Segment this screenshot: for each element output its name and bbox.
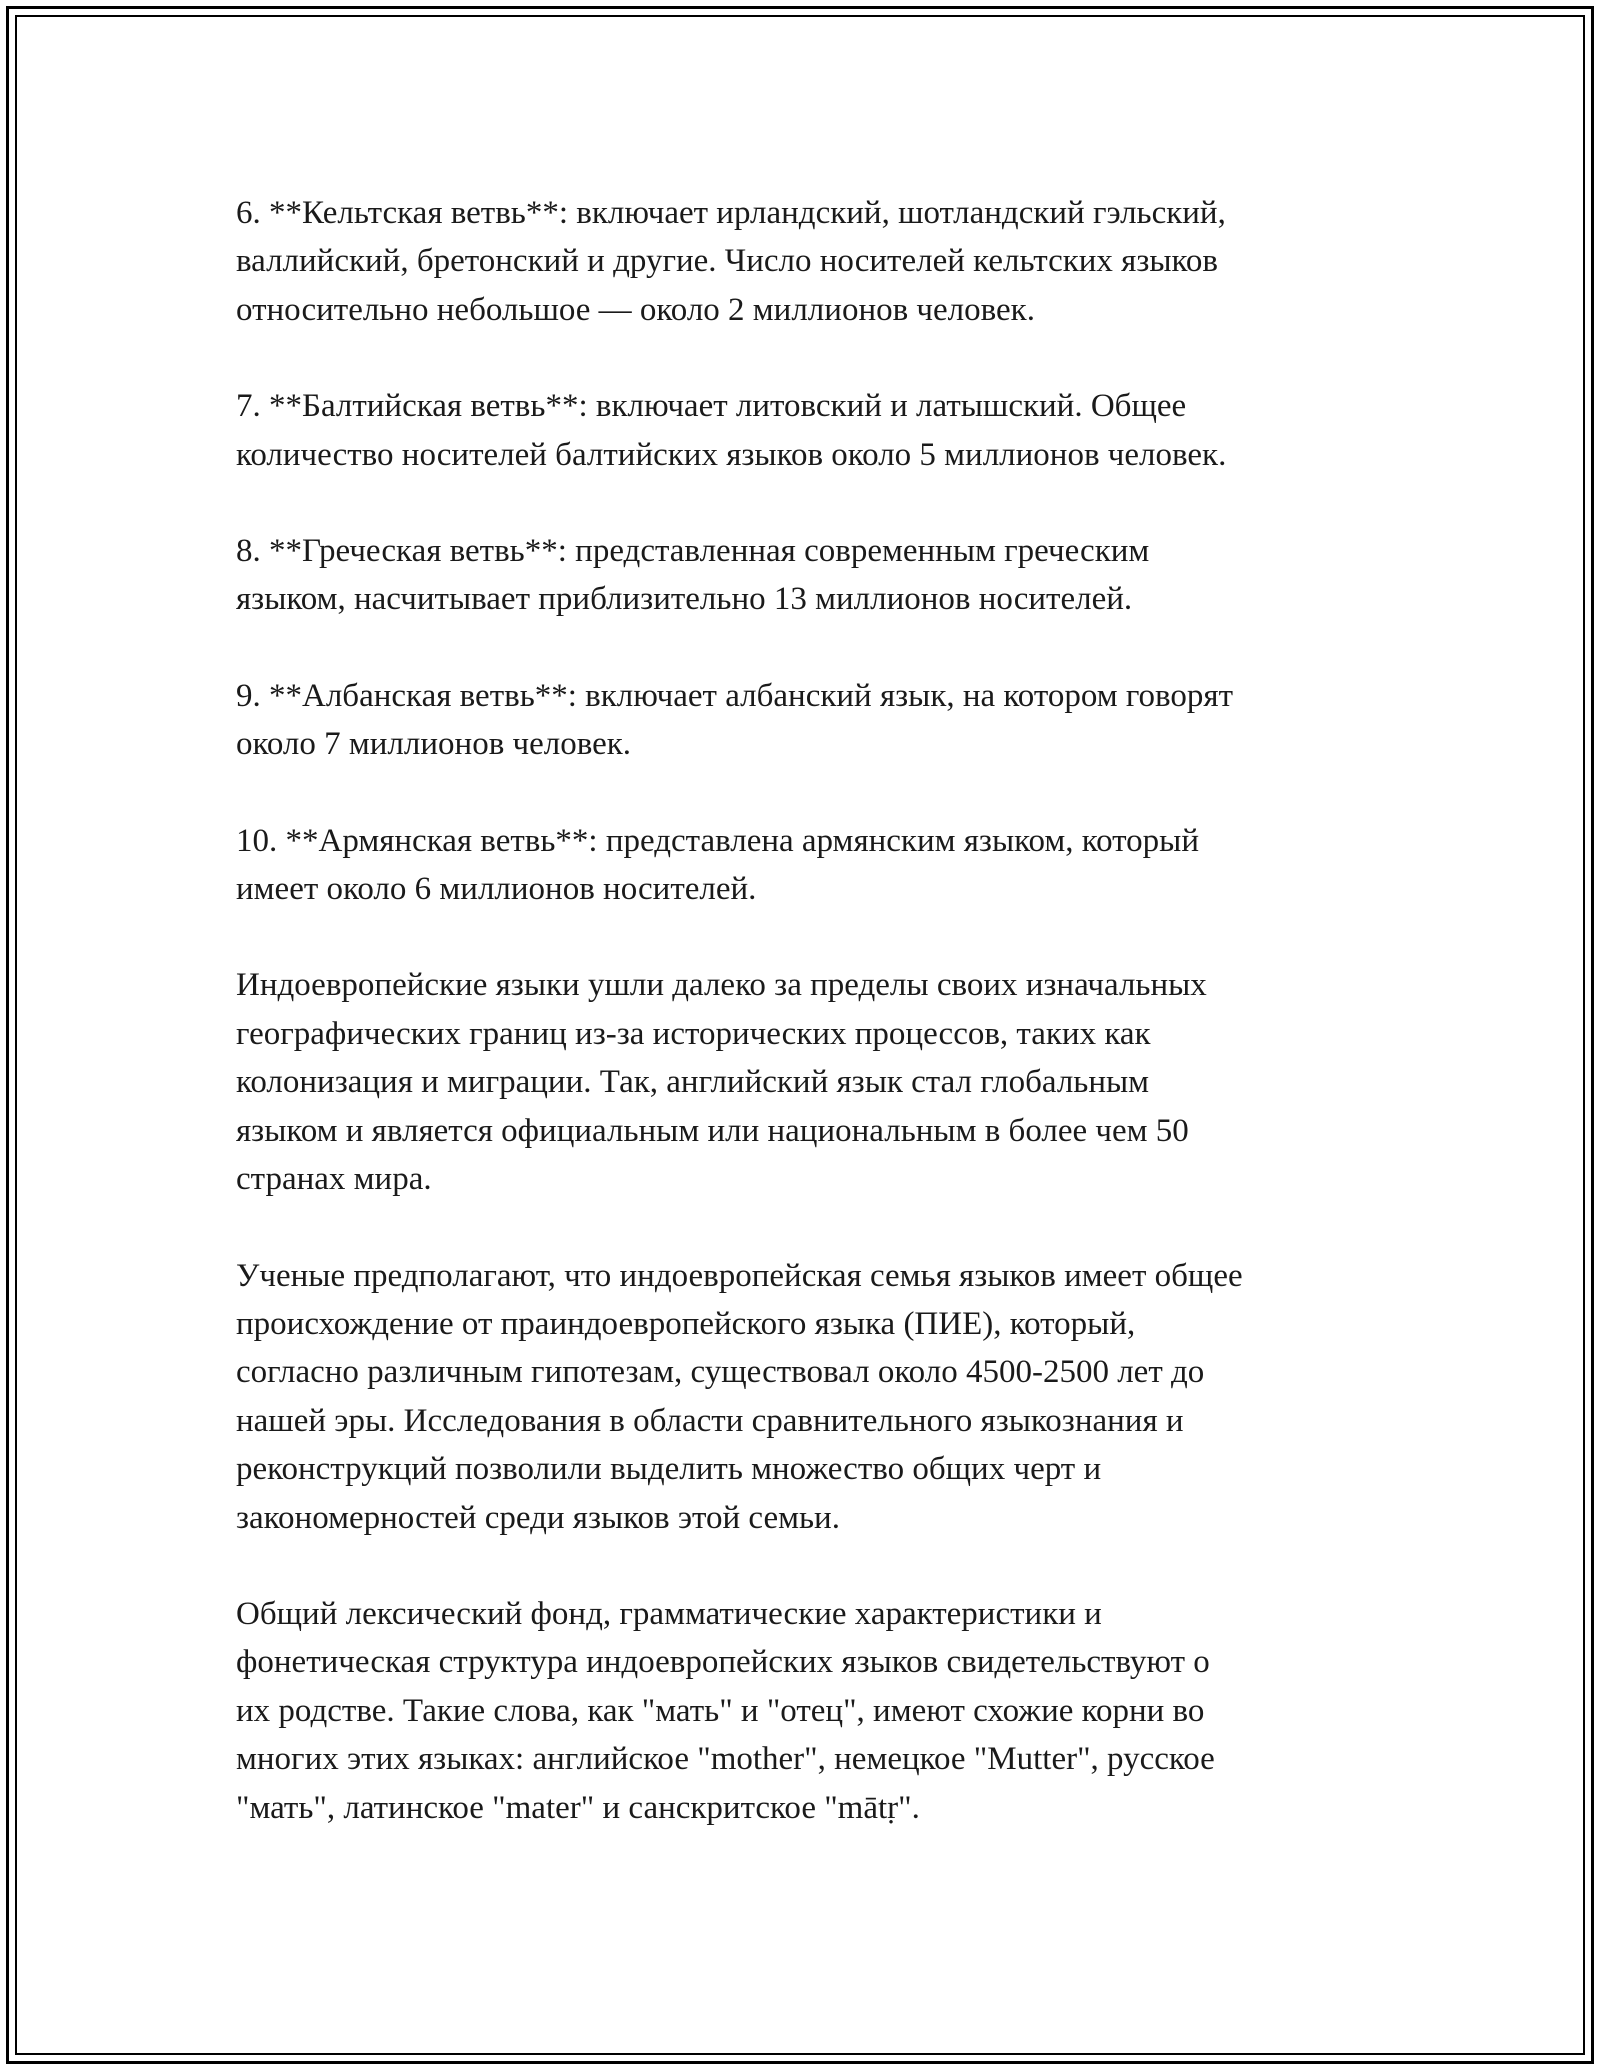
- paragraph-common-lexicon: Общий лексический фонд, грамматические характеристики и фонетическая структура индоевропейских языков свидетельствуют о их родстве. Такие слова, как "мать" и "отец", имеют схожие корни во многих этих языках: английское "mother", немецкое "Mutter", русское "мать", латинское "mater" и санскритское "mātṛ".: [236, 1595, 1215, 1826]
- paragraph-baltic-branch: 7. **Балтийская ветвь**: включает литовский и латышский. Общее количество носителей балтийских языков около 5 миллионов человек.: [236, 388, 1227, 473]
- paragraph-albanian-branch: 9. **Албанская ветвь**: включает албанский язык, на котором говорят около 7 миллионов человек.: [236, 677, 1234, 763]
- paragraph-armenian-branch: 10. **Армянская ветвь**: представлена армянским языком, который имеет около 6 миллионов носителей.: [236, 822, 1199, 908]
- document-body: [236, 189, 1386, 1880]
- paragraph-pie-origin: Ученые предполагают, что индоевропейская семья языков имеет общее происхождение от праиндоевропейского языка (ПИЕ), который, согласно различным гипотезам, существовал около 4500-2500 лет до нашей эры. Исследования в области сравнительного языкознания и реконструкций позволили выделить множество общих черт и закономерностей среди языков этой семьи.: [236, 1257, 1243, 1536]
- paragraph-greek-branch: 8. **Греческая ветвь**: представленная современным греческим языком, насчитывает приблизительно 13 миллионов носителей.: [236, 533, 1150, 618]
- paragraph-celtic-branch: 6. **Кельтская ветвь**: включает ирландский, шотландский гэльский, валлийский, бретонский и другие. Число носителей кельтских языков относительно небольшое — около 2 миллионов человек.: [236, 195, 1226, 328]
- paragraph-spread: Индоевропейские языки ушли далеко за пределы своих изначальных географических границ из-за исторических процессов, таких как колонизация и миграции. Так, английский язык стал глобальным языком и является официальным или национальным в более чем 50 странах мира.: [236, 967, 1207, 1198]
